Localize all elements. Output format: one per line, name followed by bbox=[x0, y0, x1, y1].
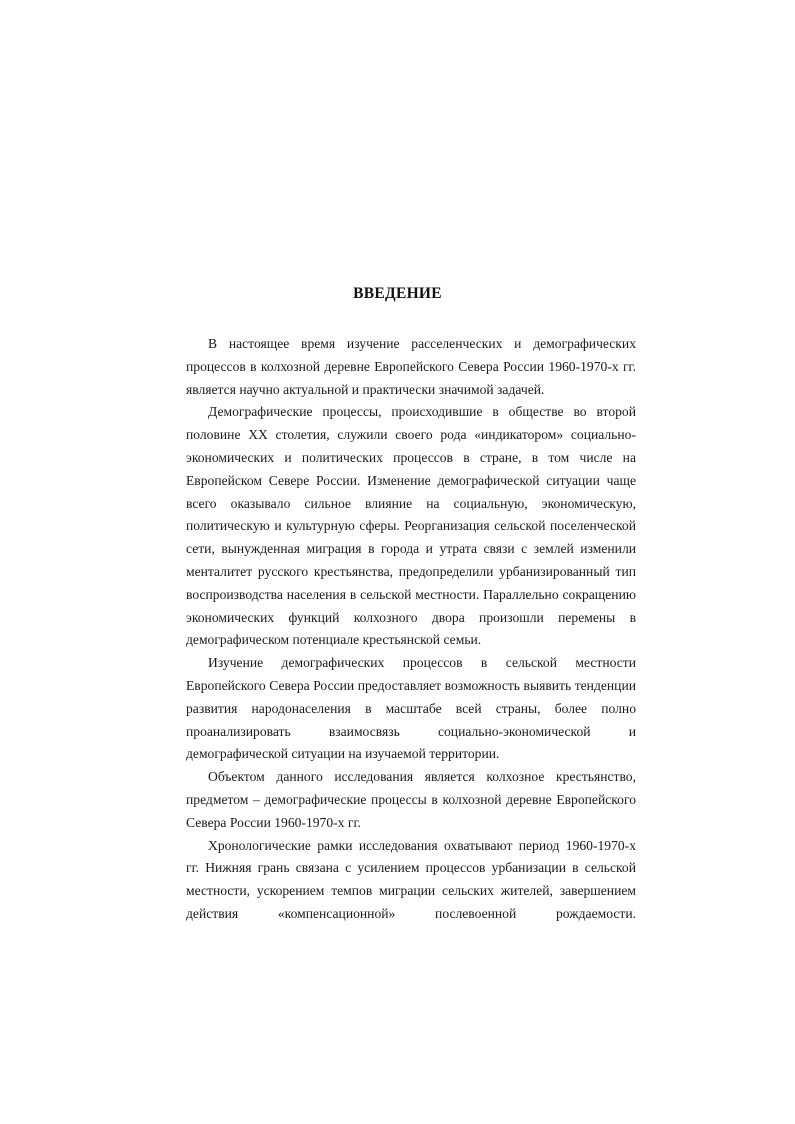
paragraph-5: Хронологические рамки исследования охватывают период 1960-1970-х гг. Нижняя грань связана с усилением процессов урбанизации в сельской местности, ускорением темпов миграции сельских жителей, завершением действия «компенсационной» послевоенной рождаемости. bbox=[186, 837, 636, 921]
paragraph-3: Изучение демографических процессов в сельской местности Европейского Севера России предоставляет возможность выявить тенденции развития народонаселения в масштабе всей страны, более полно проанализировать взаимосвязь социально-экономической и демографической ситуации на изучаемой территории. bbox=[186, 655, 636, 762]
page-title: ВВЕДЕНИЕ bbox=[353, 285, 442, 302]
paragraph-1: В настоящее время изучение расселенческих и демографических процессов в колхозной деревне Европейского Севера России 1960-1970-х гг. является научно актуальной и практически значимой задачей. bbox=[186, 336, 636, 397]
paragraph-4: Объектом данного исследования является колхозное крестьянство, предметом – демографические процессы в колхозной деревне Европейского Севера России 1960-1970-х гг. bbox=[186, 769, 636, 830]
body-text bbox=[186, 333, 636, 926]
paragraph-2: Демографические процессы, происходившие в обществе во второй половине XX столетия, служили своего рода «индикатором» социально-экономических и политических процессов в стране, в том числе на Европейском Севере России. Изменение демографической ситуации чаще всего оказывало сильное влияние на социальную, экономическую, политическую и культурную сферы. Реорганизация сельской поселенческой сети, вынужденная миграция в города и утрата связи с землей изменили менталитет русского крестьянства, предопределили урбанизированный тип воспроизводства населения в сельской местности. Параллельно сокращению экономических функций колхозного двора произошли перемены в демографическом потенциале крестьянской семьи. bbox=[186, 404, 636, 648]
